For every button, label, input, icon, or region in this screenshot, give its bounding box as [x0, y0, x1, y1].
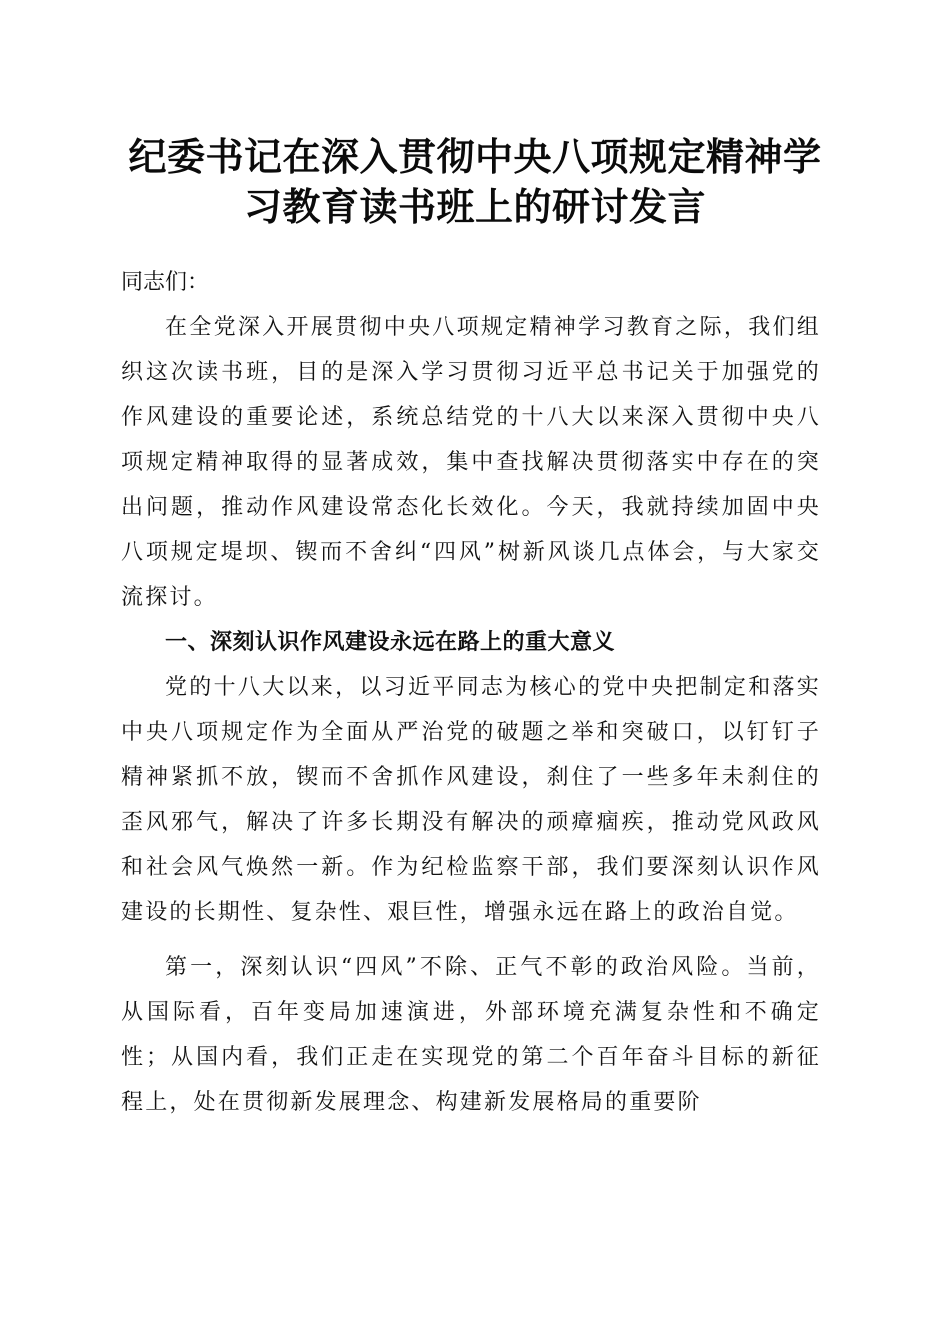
section-1-paragraph-2: 第一，深刻认识“四风”不除、正气不彰的政治风险。当前，从国际看，百年变局加速演进，外部环境充满复杂性和不确定性；从国内看，我们正走在实现党的第二个百年奋斗目标的新征程上，处在贯彻新发展理念、构建新发展格局的重要阶 [121, 955, 821, 1115]
section-1-paragraph-1: 党的十八大以来，以习近平同志为核心的党中央把制定和落实中央八项规定作为全面从严治党的破题之举和突破口，以钉钉子精神紧抓不放，锲而不舍抓作风建设，刹住了一些多年未刹住的歪风邪气，解决了许多长期没有解决的顽瘴痼疾，推动党风政风和社会风气焕然一新。作为纪检监察干部，我们要深刻认识作风建设的长期性、复杂性、艰巨性，增强永远在路上的政治自觉。 [121, 675, 821, 925]
document-title: 纪委书记在深入贯彻中央八项规定精神学习教育读书班上的研讨发言 [128, 134, 822, 229]
document-body [121, 260, 821, 1125]
salutation: 同志们： [121, 270, 210, 295]
intro-paragraph: 在全党深入开展贯彻中央八项规定精神学习教育之际，我们组织这次读书班，目的是深入学习贯彻习近平总书记关于加强党的作风建设的重要论述，系统总结党的十八大以来深入贯彻中央八项规定精神取得的显著成效，集中查找解决贯彻落实中存在的突出问题，推动作风建设常态化长效化。今天，我就持续加固中央八项规定堤坝、锲而不舍纠“四风”树新风谈几点体会，与大家交流探讨。 [121, 315, 821, 610]
section-1-heading: 一、深刻认识作风建设永远在路上的重大意义 [165, 630, 616, 655]
paragraph-gap [121, 935, 821, 945]
